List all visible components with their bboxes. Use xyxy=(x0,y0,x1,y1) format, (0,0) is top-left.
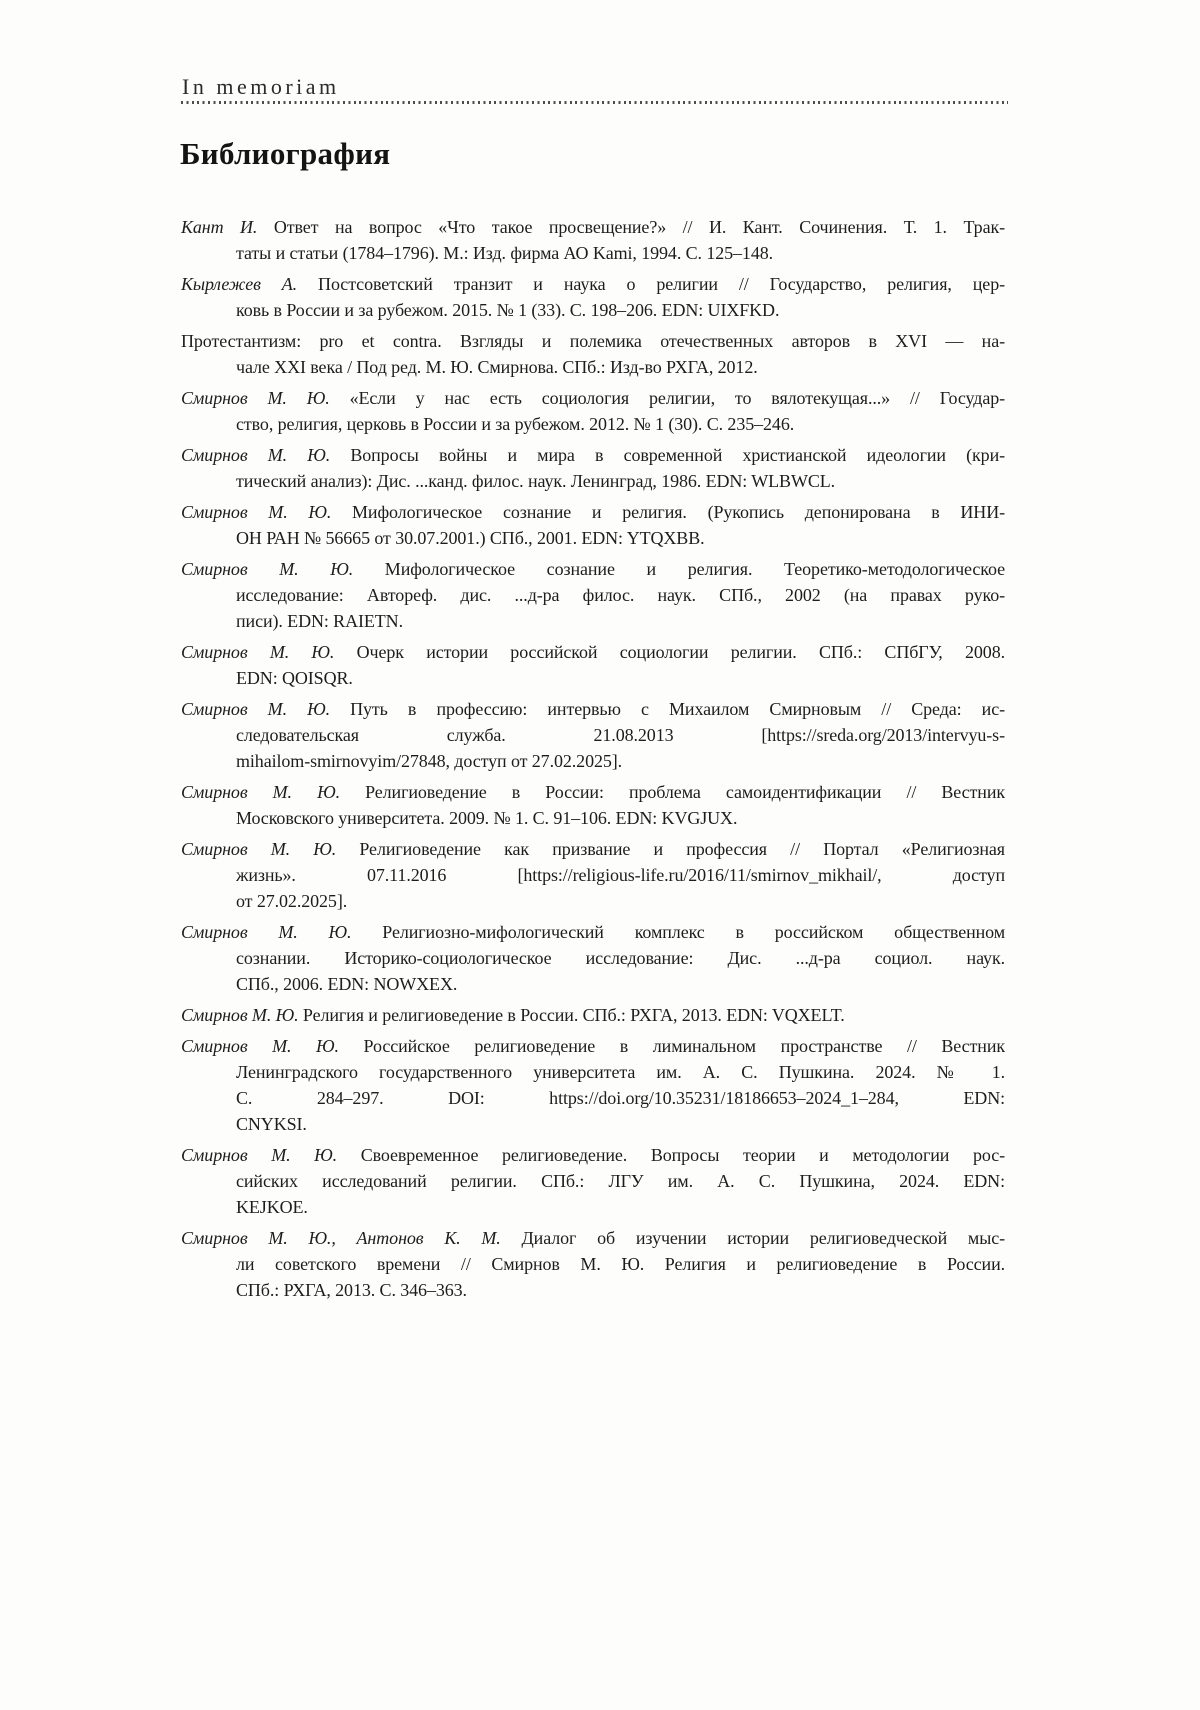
bib-entry-first-line: Смирнов М. Ю. «Если у нас есть социология религии, то вялотекущая...» // Государ- xyxy=(181,388,1005,408)
author-name: Смирнов М. Ю. xyxy=(181,699,330,719)
bib-entry-first-line: Смирнов М. Ю. Вопросы войны и мира в современной христианской идеологии (кри- xyxy=(181,445,1005,465)
bib-entry-line: CNYKSI. xyxy=(236,1114,307,1134)
bibliography-entry xyxy=(181,442,1005,494)
bib-entry-line: таты и статьи (1784–1796). М.: Изд. фирма АО Kami, 1994. С. 125–148. xyxy=(236,243,774,263)
bibliography-entry xyxy=(181,1002,1005,1028)
bib-entry-line: сийских исследований религии. СПб.: ЛГУ им. А. С. Пушкина, 2024. EDN: xyxy=(236,1171,1005,1191)
bib-entry-first-line: Смирнов М. Ю. Религиозно-мифологический комплекс в российском общественном xyxy=(181,922,1005,942)
author-name: Смирнов М. Ю. xyxy=(181,782,340,802)
bib-entry-line: СПб.: РХГА, 2013. С. 346–363. xyxy=(236,1280,467,1300)
bib-entry-first-line: Смирнов М. Ю. Религия и религиоведение в России. СПб.: РХГА, 2013. EDN: VQXELT. xyxy=(181,1005,845,1025)
author-name: Смирнов М. Ю. xyxy=(181,1145,338,1165)
bib-entry-line: жизнь». 07.11.2016 [https://religious-life.ru/2016/11/smirnov_mikhail/, доступ xyxy=(236,865,1005,885)
bib-entry-line: исследование: Автореф. дис. ...д-ра филос. наук. СПб., 2002 (на правах руко- xyxy=(236,585,1005,605)
bib-entry-line: mihailom-smirnovyim/27848, доступ от 27.02.2025]. xyxy=(236,751,623,771)
bibliography-entry xyxy=(181,1225,1005,1303)
bib-entry-first-line: Смирнов М. Ю. Религиоведение в России: проблема самоидентификации // Вестник xyxy=(181,782,1005,802)
bib-entry-line: ство, религия, церковь в России и за рубежом. 2012. № 1 (30). С. 235–246. xyxy=(236,414,795,434)
bib-entry-line: EDN: QOISQR. xyxy=(236,668,353,688)
bib-entry-line: от 27.02.2025]. xyxy=(236,891,348,911)
author-name: Смирнов М. Ю. xyxy=(181,922,352,942)
bibliography-entry xyxy=(181,1142,1005,1220)
bibliography-entry xyxy=(181,556,1005,634)
bib-entry-first-line: Смирнов М. Ю. Российское религиоведение в лиминальном пространстве // Вестник xyxy=(181,1036,1005,1056)
bib-entry-line: чале XXI века / Под ред. М. Ю. Смирнова. СПб.: Изд-во РХГА, 2012. xyxy=(236,357,758,377)
author-name: Смирнов М. Ю. xyxy=(181,559,354,579)
author-name: Смирнов М. Ю. xyxy=(181,502,332,522)
bibliography-entry xyxy=(181,328,1005,380)
bib-entry-line: следовательская служба. 21.08.2013 [https://sreda.org/2013/intervyu-s- xyxy=(236,725,1005,745)
bibliography-entry xyxy=(181,1033,1005,1137)
author-name: Смирнов М. Ю. xyxy=(181,839,337,859)
running-head: In memoriam xyxy=(182,74,340,99)
author-name: Смирнов М. Ю. xyxy=(181,1005,299,1025)
bibliography-entry xyxy=(181,385,1005,437)
bibliography-entry xyxy=(181,779,1005,831)
bib-entry-line: тический анализ): Дис. ...канд. филос. наук. Ленинград, 1986. EDN: WLBWCL. xyxy=(236,471,836,491)
author-name: Кырлежев А. xyxy=(181,274,298,294)
bib-entry-line: Московского университета. 2009. № 1. С. 91–106. EDN: KVGJUX. xyxy=(236,808,738,828)
bibliography-entry xyxy=(181,639,1005,691)
bibliography-entry xyxy=(181,919,1005,997)
bib-entry-first-line: Кант И. Ответ на вопрос «Что такое просвещение?» // И. Кант. Сочинения. Т. 1. Трак- xyxy=(181,217,1005,237)
bib-entry-first-line: Смирнов М. Ю. Путь в профессию: интервью с Михаилом Смирновым // Среда: ис- xyxy=(181,699,1005,719)
author-name: Кант И. xyxy=(181,217,258,237)
author-name: Смирнов М. Ю., Антонов К. М. xyxy=(181,1228,501,1248)
bib-entry-line: ковь в России и за рубежом. 2015. № 1 (33). С. 198–206. EDN: UIXFKD. xyxy=(236,300,780,320)
bib-entry-first-line: Смирнов М. Ю. Мифологическое сознание и религия. Теоретико-методологическое xyxy=(181,559,1005,579)
bib-entry-first-line: Смирнов М. Ю. Очерк истории российской социологии религии. СПб.: СПбГУ, 2008. xyxy=(181,642,1005,662)
bibliography-entry xyxy=(181,271,1005,323)
bib-entry-line: ОН РАН № 56665 от 30.07.2001.) СПб., 2001. EDN: YTQXBB. xyxy=(236,528,705,548)
bib-entry-first-line: Смирнов М. Ю., Антонов К. М. Диалог об изучении истории религиоведческой мыс- xyxy=(181,1228,1005,1248)
bib-entry-first-line: Смирнов М. Ю. Религиоведение как призвание и профессия // Портал «Религиозная xyxy=(181,839,1005,859)
bibliography-entry xyxy=(181,836,1005,914)
bib-entry-line: Ленинградского государственного университета им. А. С. Пушкина. 2024. № 1. xyxy=(236,1062,1005,1082)
author-name: Смирнов М. Ю. xyxy=(181,388,330,408)
author-name: Смирнов М. Ю. xyxy=(181,1036,339,1056)
page-title: Библиография xyxy=(180,136,391,171)
bibliography-list xyxy=(181,214,1005,1308)
author-name: Смирнов М. Ю. xyxy=(181,642,335,662)
bib-entry-line: С. 284–297. DOI: https://doi.org/10.35231/18186653–2024_1–284, EDN: xyxy=(236,1088,1005,1108)
bib-entry-first-line: Смирнов М. Ю. Мифологическое сознание и религия. (Рукопись депонирована в ИНИ- xyxy=(181,502,1005,522)
bibliography-entry xyxy=(181,214,1005,266)
bib-entry-first-line: Смирнов М. Ю. Своевременное религиоведение. Вопросы теории и методологии рос- xyxy=(181,1145,1005,1165)
bib-entry-line: KEJKOE. xyxy=(236,1197,308,1217)
bib-entry-first-line: Протестантизм: pro et contra. Взгляды и полемика отечественных авторов в XVI — на- xyxy=(181,331,1005,351)
bibliography-entry xyxy=(181,696,1005,774)
bib-entry-line: СПб., 2006. EDN: NOWXEX. xyxy=(236,974,458,994)
bib-entry-line: сознании. Историко-социологическое исследование: Дис. ...д-ра социол. наук. xyxy=(236,948,1005,968)
bib-entry-line: ли советского времени // Смирнов М. Ю. Религия и религиоведение в России. xyxy=(236,1254,1005,1274)
bib-entry-line: писи). EDN: RAIETN. xyxy=(236,611,403,631)
dotted-rule xyxy=(181,101,1008,104)
bibliography-entry xyxy=(181,499,1005,551)
bib-entry-first-line: Кырлежев А. Постсоветский транзит и наука о религии // Государство, религия, цер- xyxy=(181,274,1005,294)
author-name: Смирнов М. Ю. xyxy=(181,445,331,465)
